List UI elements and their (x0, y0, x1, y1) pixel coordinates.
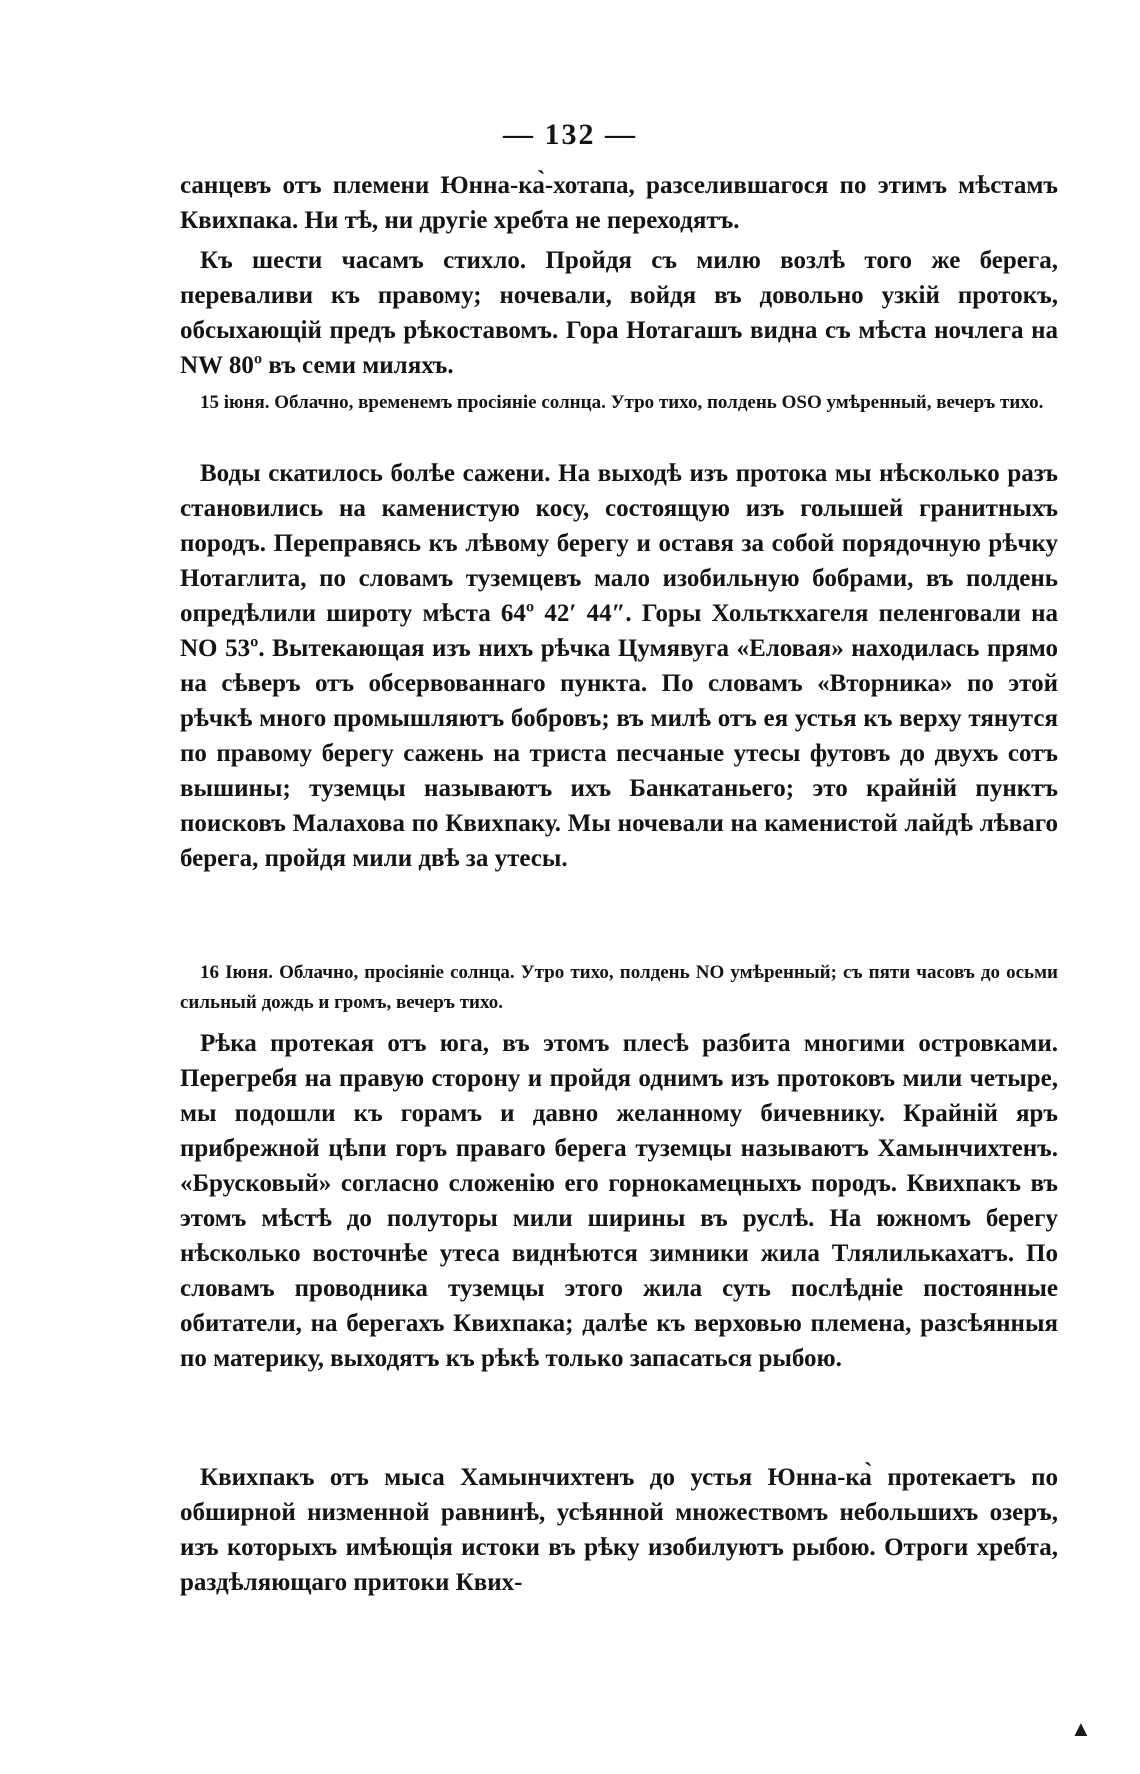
paragraph-text: Воды скатилось болѣе сажени. На выходѣ изъ протока мы нѣсколько разъ становились на каменистую косу, состоящую изъ голышей гранитныхъ породъ. Переправясь къ лѣвому берегу и оставя за собой порядочную рѣчку Нотаглита, по словамъ туземцевъ мало изобильную бобрами, въ полдень опредѣлили широту мѣста 64º 42′ 44″. Горы Хольткхагеля пеленговали на NO 53º. Вытекающая изъ нихъ рѣчка Цумявуга «Еловая» находилась прямо на сѣверъ отъ обсервованнаго пункта. По словамъ «Вторника» по этой рѣчкѣ много промышляютъ бобровъ; въ милѣ отъ ея устья къ верху тянутся по правому берегу сажень на триста песчаные утесы футовъ до двухъ сотъ вышины; туземцы называютъ ихъ Банкатаньего; это крайній пунктъ поисковъ Малахова по Квихпаку. Мы ночевали на каменистой лайдѣ лѣваго берега, пройдя мили двѣ за утесы. (180, 460, 1058, 872)
weather-note-june-16: 16 Іюня. Облачно, просіяніе солнца. Утро тихо, полдень NO умѣренный; съ пяти часовъ до осьми сильный дождь и громъ, вечеръ тихо. (180, 962, 1058, 1013)
paragraph-text: Къ шести часамъ стихло. Пройдя съ милю возлѣ того же берега, переваливи къ правому; ночевали, войдя въ довольно узкій протокъ, обсыхающій предъ рѣкоставомъ. Гора Нотагашъ видна съ мѣста ночлега на NW 80º въ семи миляхъ. (180, 247, 1058, 379)
paragraph-kvikhpak-plain (180, 1460, 1058, 1600)
page-number: — 132 — (503, 118, 637, 151)
paragraph-text: Квихпакъ отъ мыса Хамынчихтенъ до устья Юнна-ка̀ протекаетъ по обширной низменной равнинѣ, усѣянной множествомъ небольшихъ озеръ, изъ которыхъ имѣющія истоки въ рѣку изобилуютъ рыбою. Отроги хребта, раздѣляющаго притоки Квих- (180, 1464, 1058, 1596)
paragraph-continuation (180, 168, 1058, 238)
weather-note-june-15: 15 іюня. Облачно, временемъ просіяніе солнца. Утро тихо, полдень OSO умѣренный, вечеръ тихо. (200, 392, 1044, 413)
paragraph-june-15 (180, 456, 1058, 876)
printer-mark-icon: ▲ (1070, 1716, 1092, 1741)
paragraph-june-16 (180, 1026, 1058, 1376)
paragraph-text: санцевъ отъ племени Юнна-ка̀-хотапа, разселившагося по этимъ мѣстамъ Квихпака. Ни тѣ, ни другіе хребта не переходятъ. (180, 172, 1058, 234)
paragraph-evening (180, 243, 1058, 383)
paragraph-text: Рѣка протекая отъ юга, въ этомъ плесѣ разбита многими островками. Перегребя на правую сторону и пройдя однимъ изъ протоковъ мили четыре, мы подошли къ горамъ и давно желанному бичевнику. Крайній яръ прибрежной цѣпи горъ праваго берега туземцы называютъ Хамынчихтенъ. «Брусковый» согласно сложенію его горнокамецныхъ породъ. Квихпакъ въ этомъ мѣстѣ до полуторы мили ширины въ руслѣ. На южномъ берегу нѣсколько восточнѣе утеса виднѣются зимники жила Тлялилькахатъ. По словамъ проводника туземцы этого жила суть послѣдніе постоянные обитатели, на берегахъ Квихпака; далѣе къ верховью племена, разсѣянныя по материку, выходятъ къ рѣкѣ только запасаться рыбою. (180, 1030, 1058, 1372)
